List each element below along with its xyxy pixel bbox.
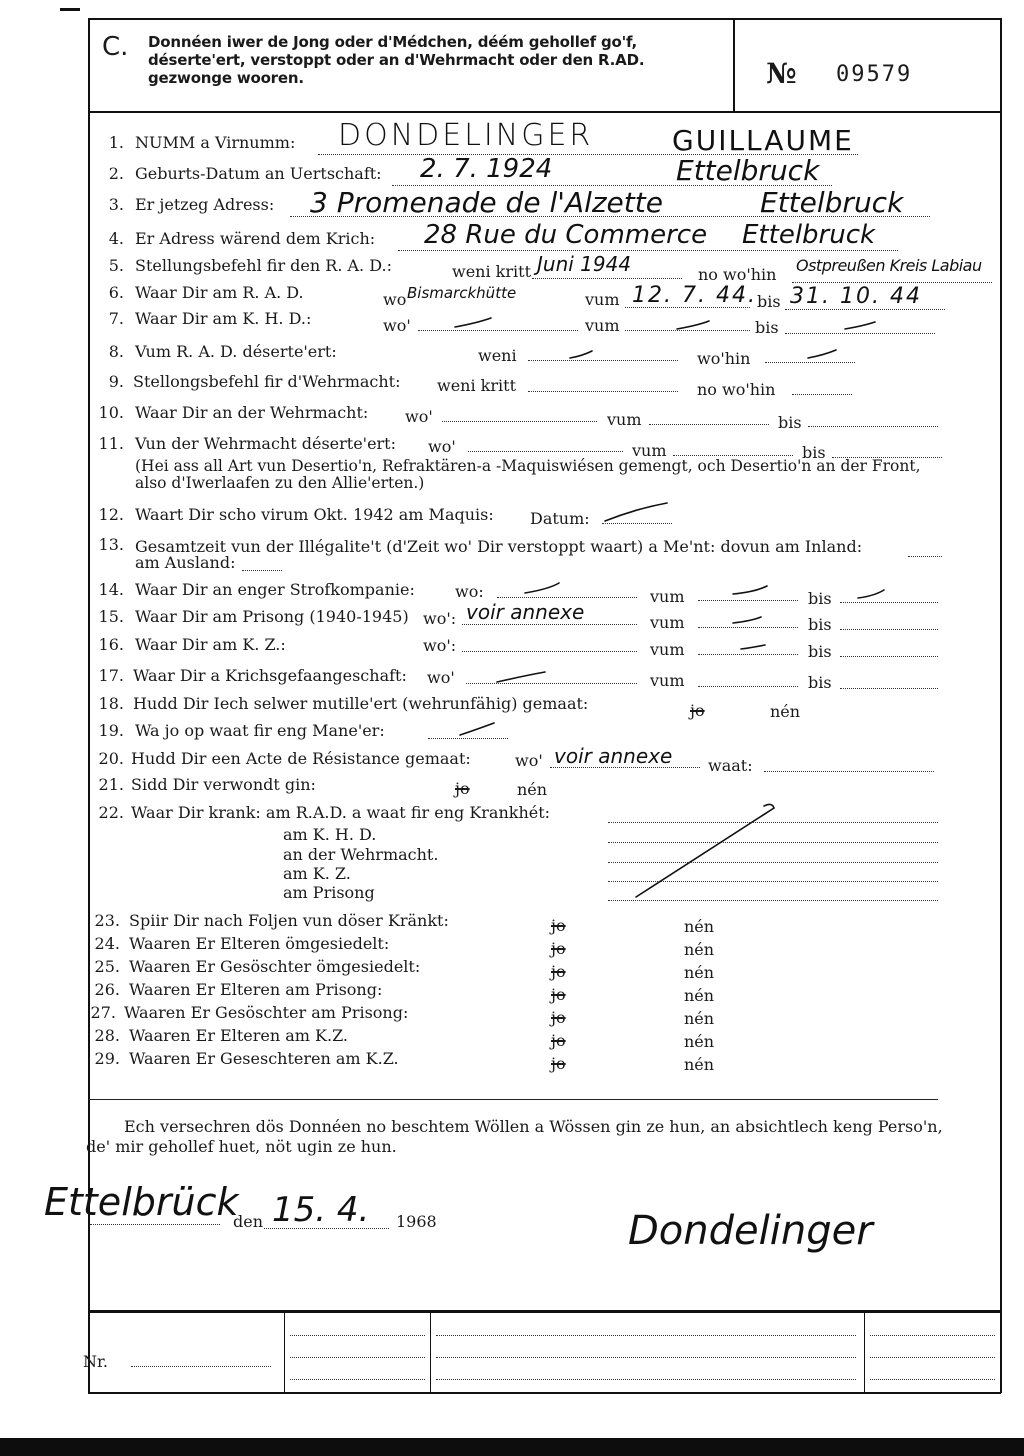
header-bottom-line <box>88 111 1001 113</box>
row-22-dotline-3 <box>608 862 938 863</box>
row-6-from: 12. 7. 44. <box>632 283 757 308</box>
row-15-dotline-a <box>462 624 637 625</box>
row-7-number: 7. <box>108 309 124 328</box>
row-11-bis: bis <box>802 443 826 462</box>
row-6-number: 6. <box>108 283 124 302</box>
row-16-bis: bis <box>808 642 832 661</box>
number-label: № <box>766 57 797 90</box>
row-4-town: Ettelbruck <box>742 220 876 250</box>
row-18-number: 18. <box>98 694 124 713</box>
row-14-dotline-c <box>840 602 938 603</box>
row-3-label: Er jetzeg Adress: <box>135 195 275 214</box>
row-29-jo: jo <box>551 1054 566 1073</box>
row-10-wo: wo' <box>405 407 433 426</box>
row-18-jo: jo <box>690 701 705 720</box>
row-23-number: 23. <box>94 911 120 930</box>
footer-divider-2 <box>430 1310 431 1392</box>
declaration-text: Ech versechren dös Donnéen no beschtem Wöllen a Wössen gin ze hun, an absichtlech keng Perso'n, de' mir gehollef huet, nöt ugin ze hun. <box>86 1117 943 1156</box>
row-9-weni-kritt: weni kritt <box>437 376 516 395</box>
row-22-item-wehrmacht: an der Wehrmacht. <box>283 845 439 864</box>
top-left-mark <box>60 8 80 11</box>
row-22-dotline-1 <box>608 822 938 823</box>
row-13-dotline-b <box>242 570 282 571</box>
row-19-dotline <box>428 738 508 739</box>
row-16-dotline-c <box>840 656 938 657</box>
footer-dotline-2 <box>290 1357 425 1358</box>
row-1-firstname: GUILLAUME <box>672 124 854 157</box>
row-12-datum: Datum: <box>530 509 590 528</box>
row-4-label: Er Adress wärend dem Krich: <box>135 229 376 248</box>
row-29-label: Waaren Er Geseschteren am K.Z. <box>129 1049 399 1068</box>
number-value: 09579 <box>836 62 913 87</box>
row-22-label: Waar Dir krank: am R.A.D. a waat fir eng Krankhét: <box>131 803 551 822</box>
row-2-birthdate: 2. 7. 1924 <box>420 154 553 184</box>
row-7-bis: bis <box>755 318 779 337</box>
row-14-dotline-a <box>497 597 637 598</box>
row-15-dotline-b <box>698 627 798 628</box>
row-14-label: Waar Dir an enger Strofkompanie: <box>135 580 415 599</box>
row-5-dotline-a <box>532 278 682 279</box>
row-3-address: 3 Promenade de l'Alzette <box>310 186 663 219</box>
footer-dotline-4 <box>436 1335 856 1336</box>
row-16-vum: vum <box>650 640 685 659</box>
row-21-number: 21. <box>98 775 124 794</box>
row-6-bis: bis <box>757 292 781 311</box>
row-3-town: Ettelbruck <box>760 186 904 219</box>
row-22-number: 22. <box>98 803 124 822</box>
row-29-nen: nén <box>684 1055 715 1074</box>
row-20-label: Hudd Dir een Acte de Résistance gemaat: <box>131 749 471 768</box>
row-17-vum: vum <box>650 671 685 690</box>
row-10-bis: bis <box>778 413 802 432</box>
footer-nr-label: Nr. <box>83 1352 108 1371</box>
row-15-number: 15. <box>98 607 124 626</box>
row-9-number: 9. <box>108 372 124 391</box>
footer-divider-1 <box>284 1310 285 1392</box>
row-21-label: Sidd Dir verwondt gin: <box>131 775 316 794</box>
row-11-dotline-b <box>673 455 793 456</box>
row-20-number: 20. <box>98 749 124 768</box>
row-20-waat: waat: <box>708 756 753 775</box>
row-5-weni-kritt: weni kritt <box>452 262 531 281</box>
row-10-dotline-c <box>808 426 938 427</box>
row-14-wo: wo: <box>455 582 484 601</box>
row-6-to: 31. 10. 44 <box>790 284 922 309</box>
row-5-no-wohin: no wo'hin <box>698 265 777 284</box>
row-18-nen: nén <box>770 702 801 721</box>
row-2-number: 2. <box>108 164 124 183</box>
row-2-label: Geburts-Datum an Uertschaft: <box>135 164 382 183</box>
row-12-dotline <box>602 523 672 524</box>
footer-dotline-3 <box>290 1379 425 1380</box>
row-8-dotline-b <box>765 362 855 363</box>
row-7-dotline-b <box>625 330 750 331</box>
row-10-label: Waar Dir an der Wehrmacht: <box>135 403 369 422</box>
row-22-item-khd: am K. H. D. <box>283 825 377 844</box>
footer-dotline-1 <box>290 1335 425 1336</box>
row-25-nen: nén <box>684 963 715 982</box>
row-15-annex: voir annexe <box>466 600 585 624</box>
footer-dotline-6 <box>436 1379 856 1380</box>
row-7-label: Waar Dir am K. H. D.: <box>135 309 312 328</box>
row-23-nen: nén <box>684 917 715 936</box>
row-5-dotline-b <box>792 282 992 283</box>
row-1-number: 1. <box>108 133 124 152</box>
row-10-dotline-b <box>649 424 769 425</box>
row-12-label: Waart Dir scho virum Okt. 1942 am Maquis: <box>135 505 494 524</box>
row-4-number: 4. <box>108 229 124 248</box>
row-11-dotline-a <box>468 451 623 452</box>
footer-divider-3 <box>864 1310 865 1392</box>
row-24-label: Waaren Er Elteren ömgesiedelt: <box>129 934 390 953</box>
signature-den: den <box>233 1212 264 1231</box>
row-24-number: 24. <box>94 934 120 953</box>
row-18-label: Hudd Dir Iech selwer mutille'ert (wehrunfähig) gemaat: <box>133 694 589 713</box>
row-8-number: 8. <box>108 342 124 361</box>
row-15-wo: wo': <box>423 609 457 628</box>
header-title: Donnéen iwer de Jong oder d'Médchen, déém gehollef go'f, déserte'ert, verstoppt oder an d'Wehrmacht oder den R.AD. gezwonge wooren. <box>148 33 645 87</box>
bottom-border <box>88 1392 1001 1394</box>
signature-year: 1968 <box>396 1212 437 1231</box>
row-8-weni: weni <box>478 346 517 365</box>
row-10-vum: vum <box>607 410 642 429</box>
row-15-vum: vum <box>650 613 685 632</box>
signature: Dondelinger <box>628 1208 873 1254</box>
row-10-dotline-a <box>442 421 597 422</box>
row-5-label: Stellungsbefehl fir den R. A. D.: <box>135 256 392 275</box>
row-21-nen: nén <box>517 780 548 799</box>
row-24-nen: nén <box>684 940 715 959</box>
row-11-number: 11. <box>98 434 124 453</box>
row-27-nen: nén <box>684 1009 715 1028</box>
row-9-no-wohin: no wo'hin <box>697 380 776 399</box>
row-7-vum: vum <box>585 316 620 335</box>
row-24-jo: jo <box>551 939 566 958</box>
row-17-dotline-c <box>840 688 938 689</box>
row-11-note: (Hei ass all Art vun Desertio'n, Refraktären-a -Maquiswiésen gemengt, och Desertio'n an der Front, also d'Iwerlaafen zu den Allie'erten.) <box>135 457 921 492</box>
row-10-number: 10. <box>98 403 124 422</box>
row-29-number: 29. <box>94 1049 120 1068</box>
row-22-dotline-2 <box>608 842 938 843</box>
row-22-item-kz: am K. Z. <box>283 864 351 883</box>
row-14-bis: bis <box>808 589 832 608</box>
row-20-dotline-b <box>764 771 934 772</box>
row-20-annex: voir annexe <box>554 744 673 768</box>
row-17-bis: bis <box>808 673 832 692</box>
row-19-number: 19. <box>98 721 124 740</box>
row-17-label: Waar Dir a Krichsgefaangeschaft: <box>133 666 407 685</box>
row-25-label: Waaren Er Gesöschter ömgesiedelt: <box>129 957 421 976</box>
signature-date: 15. 4. <box>272 1190 370 1230</box>
row-2-birthplace: Ettelbruck <box>676 154 820 187</box>
row-5-destination: Ostpreußen Kreis Labiau <box>796 256 982 275</box>
footer-dotline-9 <box>870 1379 995 1380</box>
row-9-dotline-b <box>792 394 852 395</box>
row-22-dotline-5 <box>608 900 938 901</box>
row-7-dotline-a <box>418 330 578 331</box>
top-border <box>88 18 1001 20</box>
row-8-label: Vum R. A. D. déserte'ert: <box>135 342 337 361</box>
row-25-number: 25. <box>94 957 120 976</box>
row-17-wo: wo' <box>427 668 455 687</box>
row-13-label2: am Ausland: <box>135 553 236 572</box>
row-1-label: NUMM a Virnumm: <box>135 133 296 152</box>
signature-place: Ettelbrück <box>44 1180 239 1224</box>
row-7-dotline-c <box>785 333 935 334</box>
row-6-label: Waar Dir am R. A. D. <box>135 283 304 302</box>
footer-nr-dotline <box>131 1366 271 1367</box>
row-4-dotline <box>398 250 898 251</box>
row-14-dotline-b <box>698 600 798 601</box>
row-13-number: 13. <box>98 535 124 554</box>
row-23-jo: jo <box>551 916 566 935</box>
row-27-number: 27. <box>90 1003 116 1022</box>
row-14-vum: vum <box>650 587 685 606</box>
row-15-dotline-c <box>840 629 938 630</box>
row-16-wo: wo': <box>423 636 457 655</box>
row-17-dotline-b <box>698 686 798 687</box>
row-4-address: 28 Rue du Commerce <box>424 220 708 250</box>
row-22-item-prisong: am Prisong <box>283 883 375 902</box>
row-17-dotline-a <box>466 683 637 684</box>
footer-dotline-8 <box>870 1357 995 1358</box>
row-9-label: Stellongsbefehl fir d'Wehrmacht: <box>133 372 401 391</box>
row-11-label: Vun der Wehrmacht déserte'ert: <box>135 434 396 453</box>
row-8-wohin: wo'hin <box>697 349 751 368</box>
row-6-dotline-b <box>785 309 945 310</box>
row-27-label: Waaren Er Gesöschter am Prisong: <box>124 1003 409 1022</box>
row-12-number: 12. <box>98 505 124 524</box>
row-28-number: 28. <box>94 1026 120 1045</box>
row-6-place: Bismarckhütte <box>407 284 517 302</box>
row-16-dotline-b <box>698 654 798 655</box>
place-dotline <box>90 1224 220 1225</box>
row-17-number: 17. <box>98 666 124 685</box>
row-5-number: 5. <box>108 256 124 275</box>
row-25-jo: jo <box>551 962 566 981</box>
footer-dotline-7 <box>870 1335 995 1336</box>
row-6-vum: vum <box>585 290 620 309</box>
row-3-number: 3. <box>108 195 124 214</box>
row-28-nen: nén <box>684 1032 715 1051</box>
row-28-label: Waaren Er Elteren am K.Z. <box>129 1026 349 1045</box>
row-11-wo: wo' <box>428 437 456 456</box>
section-separator <box>88 1099 938 1100</box>
row-23-label: Spiir Dir nach Foljen vun döser Kränkt: <box>129 911 449 930</box>
row-15-label: Waar Dir am Prisong (1940-1945) <box>135 607 409 626</box>
row-13-label: Gesamtzeit vun der Illégalite't (d'Zeit wo' Dir verstoppt waart) a Me'nt: dovun am Inland: <box>135 537 863 556</box>
header-divider <box>733 18 735 112</box>
row-5-date: Juni 1944 <box>537 252 632 276</box>
scan-bottom-edge <box>0 1438 1024 1456</box>
row-6-wo: wo' <box>383 290 411 309</box>
row-16-label: Waar Dir am K. Z.: <box>135 635 286 654</box>
right-border <box>1000 18 1002 1393</box>
row-7-wo: wo' <box>383 316 411 335</box>
row-16-number: 16. <box>98 635 124 654</box>
row-14-number: 14. <box>98 580 124 599</box>
row-16-dotline-a <box>462 651 637 652</box>
row-22-dotline-4 <box>608 881 938 882</box>
row-28-jo: jo <box>551 1031 566 1050</box>
row-26-jo: jo <box>551 985 566 1004</box>
row-26-number: 26. <box>94 980 120 999</box>
row-9-dotline-a <box>528 391 678 392</box>
row-21-jo: jo <box>455 779 470 798</box>
row-15-bis: bis <box>808 615 832 634</box>
row-11-vum: vum <box>632 441 667 460</box>
row-20-wo: wo' <box>515 751 543 770</box>
row-19-label: Wa jo op waat fir eng Mane'er: <box>135 721 385 740</box>
footer-dotline-5 <box>436 1357 856 1358</box>
section-letter: C. <box>102 32 129 62</box>
row-1-name: DONDELINGER <box>338 118 594 153</box>
row-27-jo: jo <box>551 1008 566 1027</box>
row-26-label: Waaren Er Elteren am Prisong: <box>129 980 383 999</box>
row-13-dotline-a <box>908 556 942 557</box>
row-26-nen: nén <box>684 986 715 1005</box>
row-8-dotline-a <box>528 360 678 361</box>
